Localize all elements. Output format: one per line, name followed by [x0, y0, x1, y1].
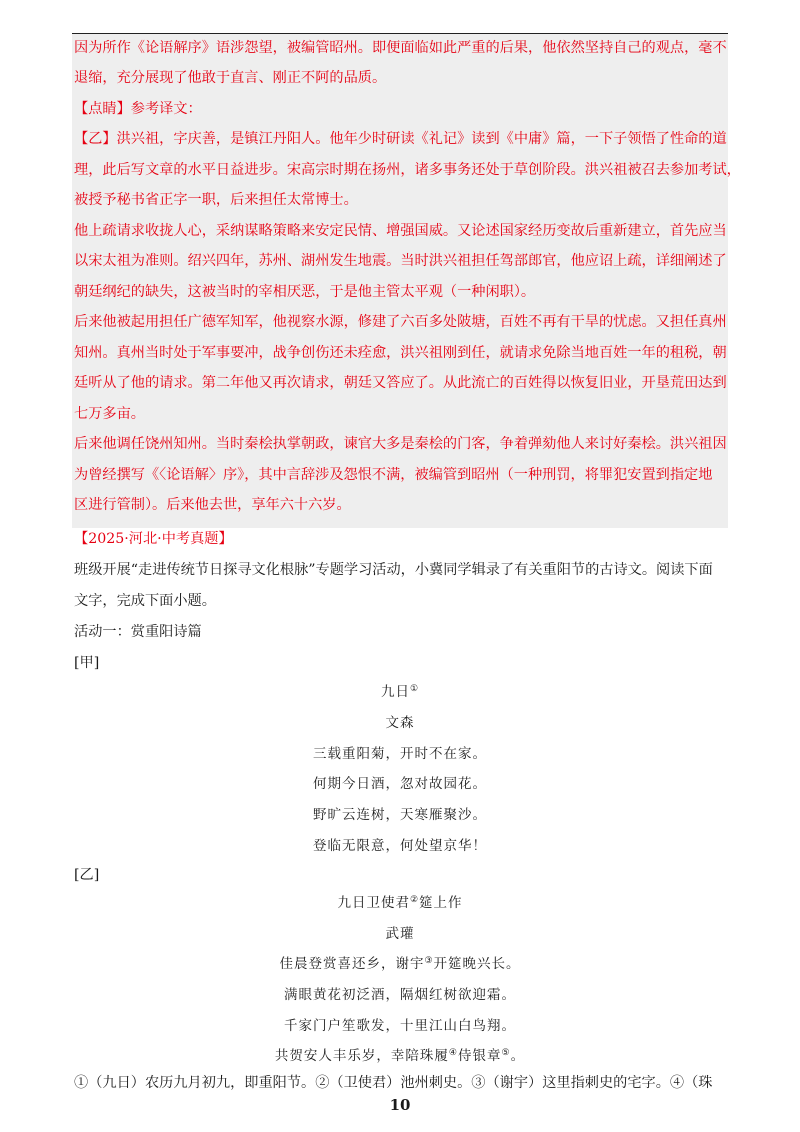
red-line-16: 区进行管制）。后来他去世，享年六十六岁。 [74, 497, 351, 513]
red-line-15: 为曾经撰写《〈论语解〉序》，其中言辞涉及怨恨不满，被编管到昭州（一种刑罚，将罪犯安置到指定地 [74, 467, 713, 483]
red-line-5: 理，此后写文章的水平日益进步。宋高宗时期在扬州，诸多事务还处于草创阶段。洪兴祖被召去参加考试， [74, 162, 741, 178]
red-line-7: 他上疏请求收拢人心，采纳谋略策略来安定民情、增强国威。又论述国家经历变故后重新建立，首先应当 [74, 223, 727, 239]
red-line-10: 后来他被起用担任广德军知军，他视察水源，修建了六百多处陂塘，百姓不再有干旱的忧虑。又担任真州 [74, 314, 727, 330]
poem1-note-mark: ① [409, 684, 420, 694]
poem1-line-1: 三载重阳菊，开时不在家。 [313, 746, 487, 762]
poem1-author: 文森 [385, 715, 415, 731]
poem1-title-text: 九日 [380, 684, 410, 700]
activity-heading: 活动一：赏重阳诗篇 [74, 624, 202, 640]
poem2-line1-a: 佳晨登赏喜还乡，谢宇 [279, 956, 425, 972]
red-line-8: 以宋太祖为准则。绍兴四年，苏州、湖州发生地震。当时洪兴祖担任驾部郎官，他应诏上疏，详细阐述了 [74, 253, 727, 269]
poem2-title-a: 九日卫使君 [337, 895, 410, 911]
red-line-9: 朝廷纲纪的缺失，这被当时的宰相厌恶，于是他主管太平观（一种闲职）。 [74, 284, 536, 300]
page-number: 10 [389, 1096, 411, 1114]
red-line-2: 退缩，充分展现了他敢于直言、刚正不阿的品质。 [74, 70, 387, 86]
poem2-line4-mark2: ⑤ [501, 1048, 511, 1058]
poem2-line4-b: 侍银章 [458, 1048, 502, 1064]
poem2-title [0, 893, 800, 913]
red-line-14: 后来他调任饶州知州。当时秦桧执掌朝政，谏官大多是秦桧的门客，争着弹劾他人来讨好秦桧。洪兴祖因 [74, 436, 727, 452]
poem2-title-mark: ② [409, 895, 420, 905]
red-line-4: 【乙】洪兴祖，字庆善，是镇江丹阳人。他年少时研读《礼记》读到《中庸》篇，一下子领悟了性命的道 [74, 131, 727, 147]
dianjing-heading: 【点睛】参考译文： [74, 101, 202, 117]
poem2-line-4 [0, 1046, 800, 1066]
red-line-11: 知州。真州当时处于军事要冲，战争创伤还未痊愈，洪兴祖刚到任，就请求免除当地百姓一年的租税，朝 [74, 345, 727, 361]
red-line-13: 七万多亩。 [74, 406, 145, 422]
poem1-title [0, 682, 800, 702]
poem1-line-4: 登临无限意，何处望京华！ [313, 838, 487, 854]
poem2-line-2: 满眼黄花初泛酒，隔烟红树欲迎霜。 [284, 987, 516, 1003]
source-label: 【2025·河北·中考真题】 [74, 531, 233, 547]
poem2-line1-b: 开筵晚兴长。 [433, 956, 521, 972]
yi-label: [乙] [74, 867, 100, 883]
intro-line-1: 班级开展“走进传统节日探寻文化根脉”专题学习活动，小冀同学辑录了有关重阳节的古诗文。阅读下面 [74, 562, 713, 578]
poem2-title-b: 筵上作 [419, 895, 463, 911]
poem2-line4-c: 。 [510, 1048, 526, 1064]
red-line-12: 廷听从了他的请求。第二年他又再次请求，朝廷又答应了。从此流亡的百姓得以恢复旧业，开垦荒田达到 [74, 375, 727, 391]
notes-line: ①（九日）农历九月初九，即重阳节。②（卫使君）池州刺史。③（谢宇）这里指刺史的宅字。④（珠 [74, 1075, 713, 1091]
red-line-6: 被授予秘书省正字一职，后来担任太常博士。 [74, 192, 358, 208]
poem2-author: 武瓘 [385, 926, 415, 942]
jia-label: [甲] [74, 655, 100, 671]
poem1-line-2: 何期今日酒，忽对故园花。 [313, 776, 487, 792]
poem2-line1-mark: ③ [424, 956, 434, 966]
poem2-line4-a: 共贺安人丰乐岁，幸陪珠履 [274, 1048, 449, 1064]
red-line-1: 因为所作《论语解序》语涉怨望，被编管昭州。即便面临如此严重的后果，他依然坚持自己的观点，毫不 [74, 40, 727, 56]
poem1-line-3: 野旷云连树，天寒雁聚沙。 [313, 807, 487, 823]
poem2-line-1 [0, 954, 800, 974]
intro-line-2: 文字，完成下面小题。 [74, 593, 216, 609]
poem2-line4-mark1: ④ [448, 1048, 458, 1058]
poem2-line-3: 千家门户笙歌发，十里江山白鸟翔。 [284, 1018, 516, 1034]
